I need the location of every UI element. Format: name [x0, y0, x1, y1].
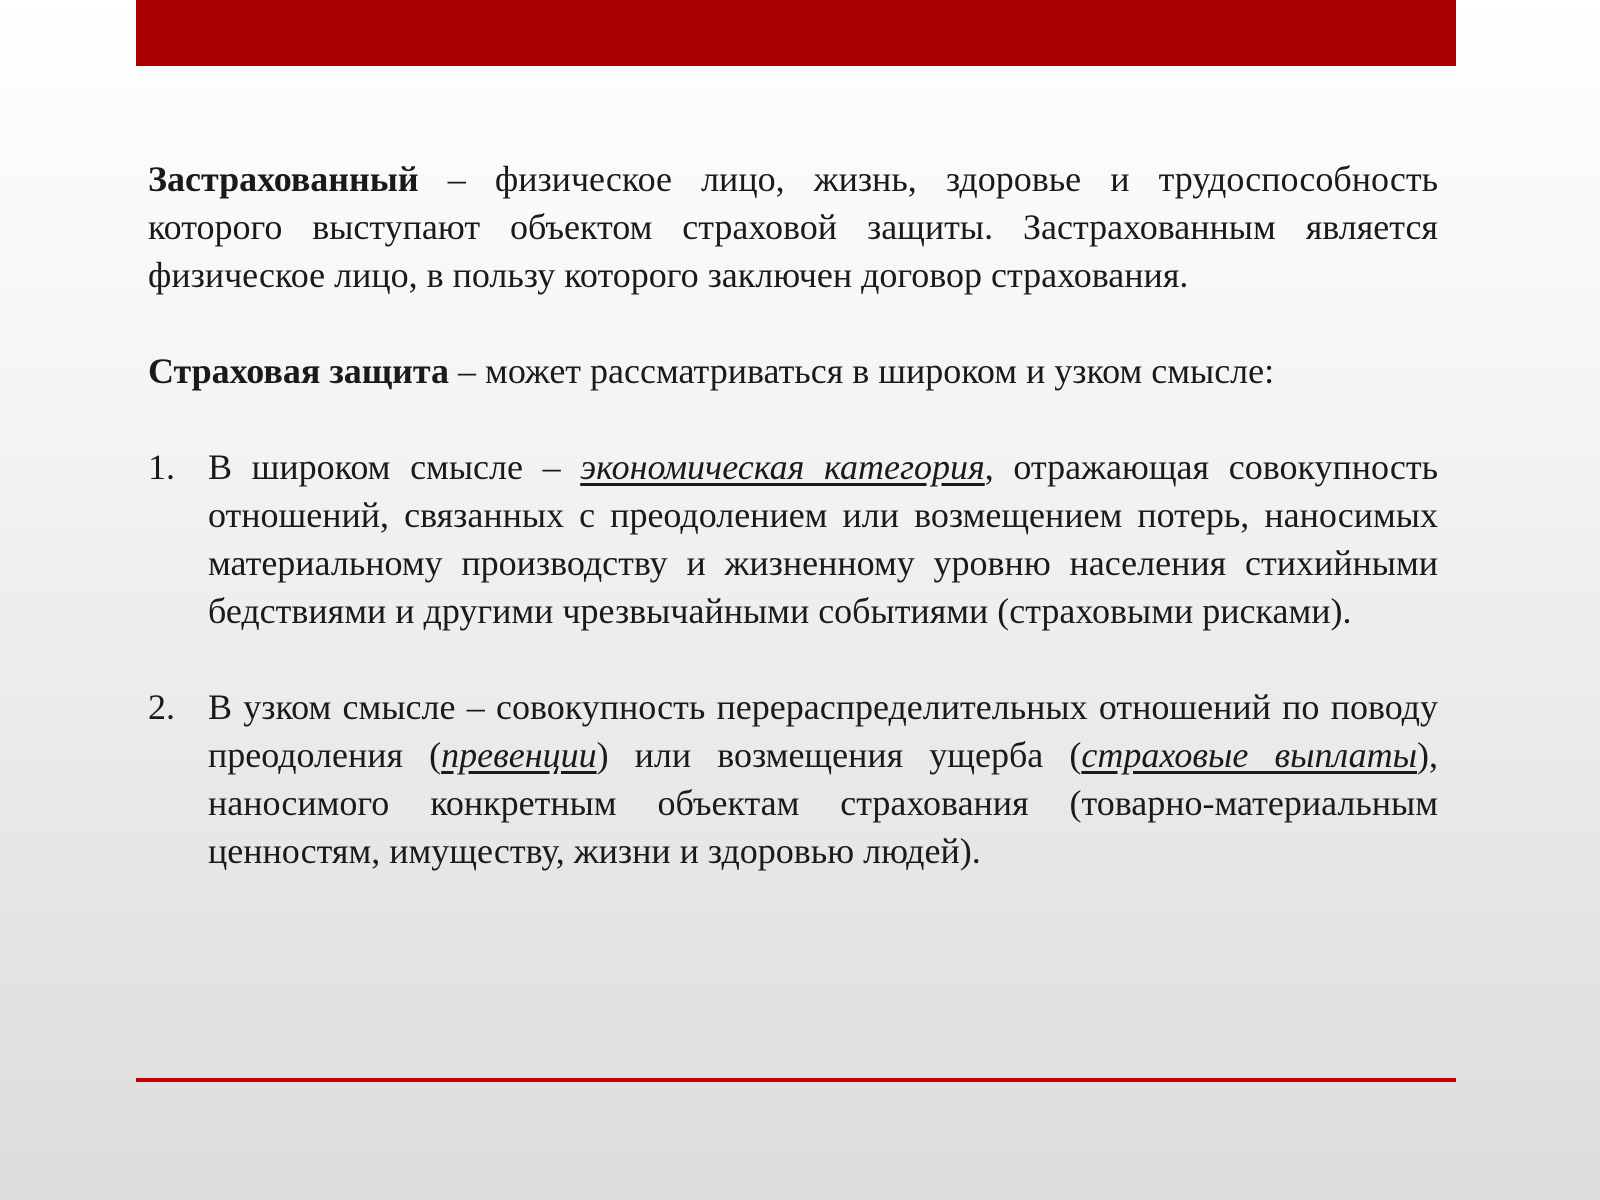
slide-content [148, 155, 1438, 875]
broad-intro: В широком смысле – [208, 447, 581, 487]
spacer [148, 395, 1438, 443]
header-accent-bar [136, 0, 1456, 66]
meaning-list [148, 443, 1438, 875]
narrow-middle: ) или возмещения ущерба ( [596, 735, 1082, 775]
list-item-narrow [148, 683, 1438, 875]
list-number: 2. [148, 687, 175, 727]
definition-insured [148, 155, 1438, 299]
definition-insured-text: – физическое лицо, жизнь, здоровье и трудоспособность которого выступают объектом страховой защиты. Застрахованным является физическое лицо, в пользу которого заключен договор страхования. [148, 159, 1438, 295]
spacer [148, 299, 1438, 347]
narrow-intro: В узком смысле – совокупность перераспределительных отношений по поводу преодоления ( [208, 687, 1438, 775]
term-economic-category: экономическая категория [580, 447, 985, 487]
term-prevention: превенции [441, 735, 597, 775]
list-item-text [208, 683, 1438, 875]
definition-protection [148, 347, 1438, 395]
list-item-text [208, 443, 1438, 635]
narrow-description: ), наносимого конкретным объектам страхования (товарно-материальным ценностям, имуществу, жизни и здоровью людей). [208, 735, 1438, 871]
footer-divider [136, 1078, 1456, 1082]
term-insured: Застрахованный [148, 159, 419, 199]
broad-description: , отражающая совокупность отношений, связанных с преодолением или возмещением потерь, наносимых материальному производству и жизненному уровню населения стихийными бедствиями и другими чрезвычайными событиями (страховыми рисками). [208, 447, 1439, 631]
term-insurance-protection: Страховая защита [148, 351, 450, 391]
list-number: 1. [148, 447, 175, 487]
definition-protection-text: – может рассматриваться в широком и узком смысле: [449, 351, 1275, 391]
term-insurance-payments: страховые выплаты [1081, 735, 1417, 775]
list-item-broad [148, 443, 1438, 635]
